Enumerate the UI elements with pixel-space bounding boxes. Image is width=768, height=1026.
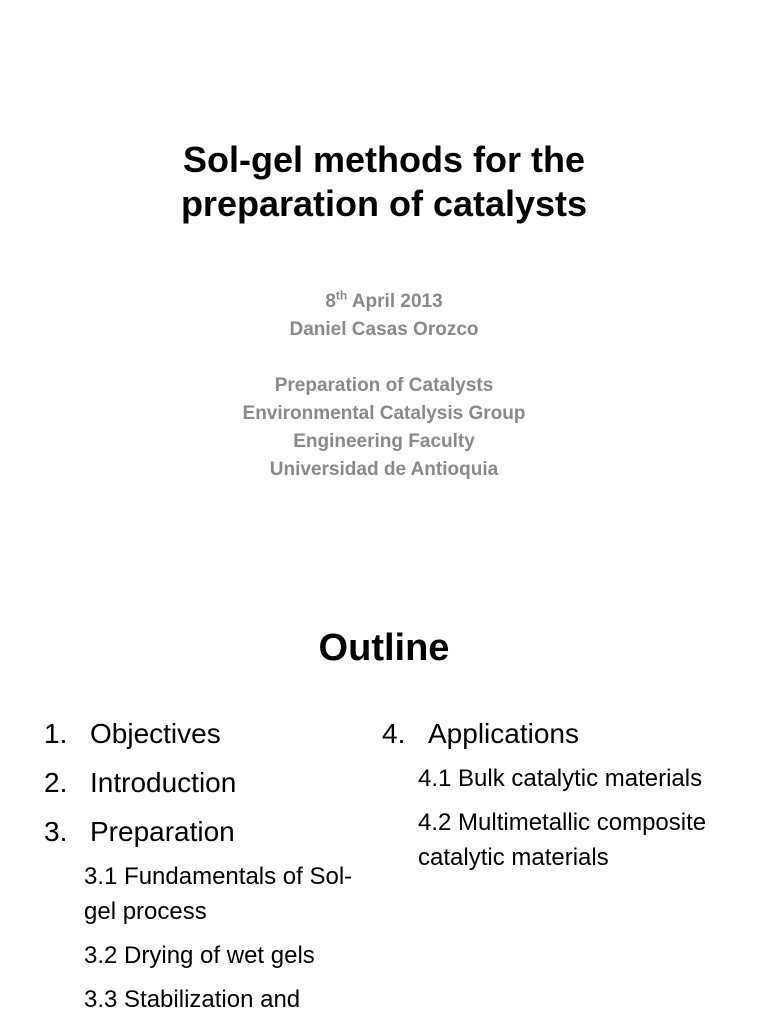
outline-slide bbox=[0, 600, 768, 1024]
course-name: Preparation of Catalysts bbox=[274, 375, 494, 396]
faculty-name: Engineering Faculty bbox=[293, 431, 475, 452]
item-label: Applications bbox=[428, 718, 579, 749]
outline-item-introduction bbox=[44, 761, 364, 810]
research-group: Environmental Catalysis Group bbox=[242, 403, 526, 424]
title-line-2: preparation of catalysts bbox=[180, 183, 588, 224]
outline-subitem-multimetallic: 4.2 Multimetallic composite catalytic materials bbox=[418, 809, 707, 871]
subtitle-spacer bbox=[60, 344, 708, 372]
outline-item-preparation bbox=[44, 810, 364, 859]
date-ordinal-suffix: th bbox=[335, 288, 348, 303]
item-number: 1. bbox=[44, 718, 68, 749]
item-number: 2. bbox=[44, 767, 68, 798]
outline-left-column bbox=[44, 712, 364, 1026]
presentation-title bbox=[60, 138, 708, 226]
university-name: Universidad de Antioquia bbox=[269, 459, 499, 480]
outline-item-applications bbox=[382, 712, 722, 761]
item-label: Preparation bbox=[90, 816, 235, 847]
outline-title: Outline bbox=[318, 627, 450, 669]
date-month-year: April 2013 bbox=[347, 291, 443, 312]
title-line-1: Sol-gel methods for the bbox=[182, 139, 585, 180]
author-name: Daniel Casas Orozco bbox=[289, 319, 479, 340]
presentation-subtitle bbox=[60, 288, 708, 484]
item-number: 4. bbox=[382, 718, 406, 749]
item-number: 3. bbox=[44, 816, 68, 847]
outline-subitem-fundamentals: 3.1 Fundamentals of Sol-gel process bbox=[84, 863, 353, 925]
outline-subitem-drying: 3.2 Drying of wet gels bbox=[84, 942, 315, 969]
presentation-date bbox=[60, 288, 708, 316]
outline-subitem-bulk-catalytic: 4.1 Bulk catalytic materials bbox=[418, 765, 703, 792]
item-label: Introduction bbox=[90, 767, 237, 798]
outline-subitem-stabilization: 3.3 Stabilization and bbox=[84, 986, 301, 1013]
outline-right-column bbox=[382, 712, 722, 884]
date-day: 8 bbox=[325, 291, 336, 312]
item-label: Objectives bbox=[90, 718, 221, 749]
outline-item-objectives bbox=[44, 712, 364, 761]
